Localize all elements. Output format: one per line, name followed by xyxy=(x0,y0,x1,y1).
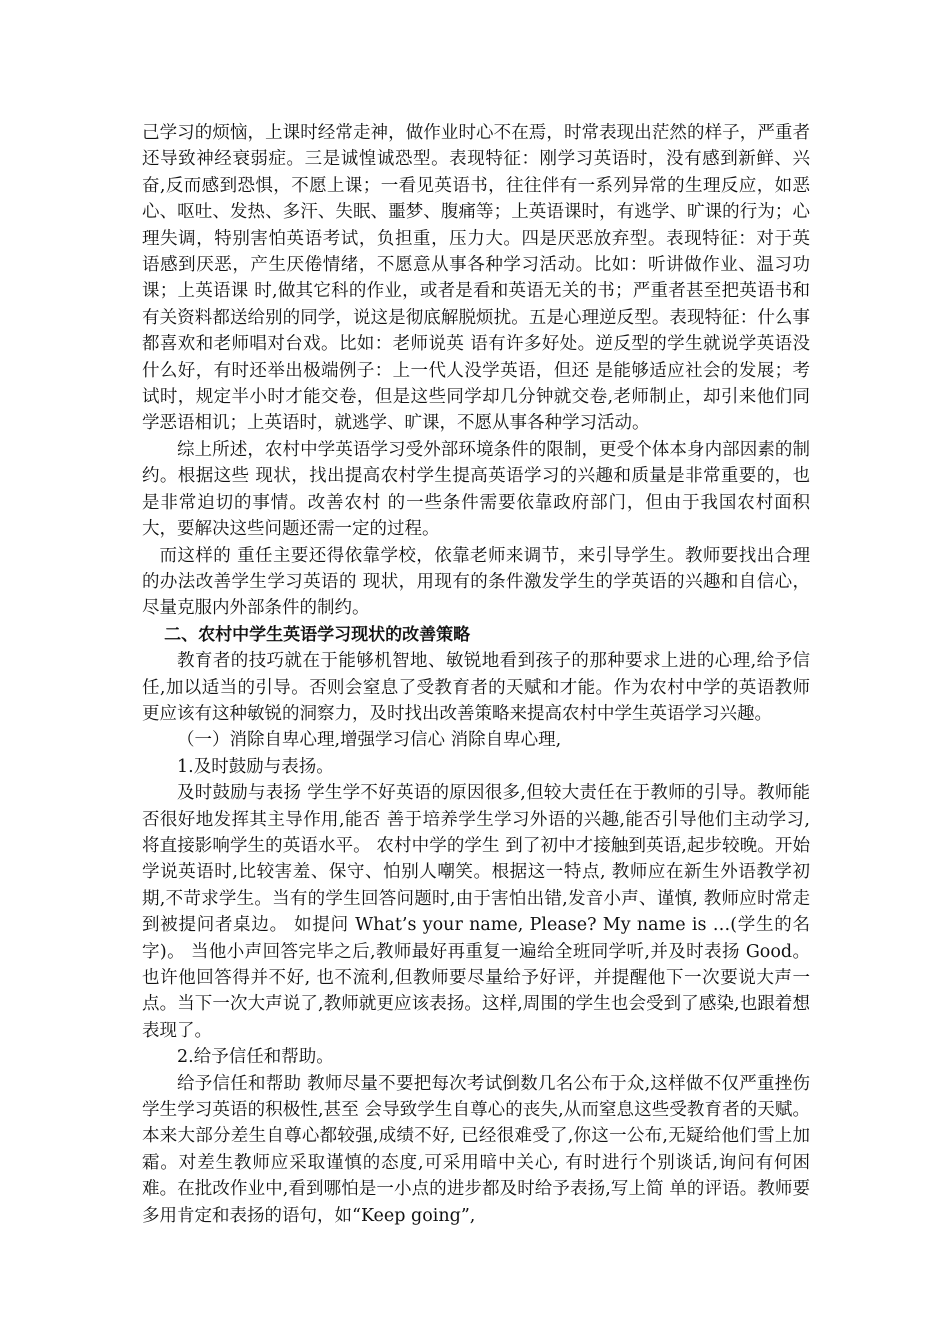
paragraph-school-responsibility: 而这样的 重任主要还得依靠学校，依靠老师来调节，来引导学生。教师要找出合理的办法改善学生学习英语的 现状，用现有的条件激发学生的学英语的兴趣和自信心，尽量克服内外部条件的制约。 xyxy=(142,545,810,619)
paragraph-summary: 综上所述，农村中学英语学习受外部环境条件的限制，更受个体本身内部因素的制约。根据这些 现状，找出提高农村学生提高英语学习的兴趣和质量是非常重要的，也是非常迫切的事情。改善农村 的一些条件需要依靠政府部门，但由于我国农村面积大，要解决这些问题还需一定的过程。 xyxy=(142,439,810,540)
section-heading-improvement-strategies: 二、农村中学生英语学习现状的改善策略 xyxy=(164,624,471,645)
item-heading-encourage-praise: 1.及时鼓励与表扬。 xyxy=(177,756,334,777)
paragraph-educator-skill: 教育者的技巧就在于能够机智地、敏锐地看到孩子的那种要求上进的心理,给予信任,加以适当的引导。否则会窒息了受教育者的天赋和才能。作为农村中学的英语教师更应该有这种敏锐的洞察力，及时找出改善策略来提高农村中学生英语学习兴趣。 xyxy=(142,651,810,724)
item-heading-trust-help: 2.给予信任和帮助。 xyxy=(177,1047,334,1068)
subsection-heading-remove-inferiority: （一）消除自卑心理,增强学习信心 消除自卑心理, xyxy=(177,730,562,751)
paragraph-encourage-praise: 及时鼓励与表扬 学生学不好英语的原因很多,但较大责任在于教师的引导。教师能否很好地发挥其主导作用,能否 善于培养学生学习外语的兴趣,能否引导他们主动学习,将直接影响学生的英语水平。 农村中学的学生 到了初中才接触到英语,起步较晚。开始学说英语时,比较害羞、保守、怕别人嘲笑。根据这一特点, 教师应在新生外语教学初期,不苛求学生。当有的学生回答问题时,由于害怕出错,发音小声、谨慎, 教师应时常走到被提问者桌边。 如提问 What’s your name, Please? My name is …(学生的名字)。 当他小声回答完毕之后,教师最好再重复一遍给全班同学听,并及时表扬 Good。也许他回答得并不好, 也不流利,但教师要尽量给予好评，并提醒他下一次要说大声一点。当下一次大声说了,教师就更应该表扬。这样,周围的学生也会受到了感染,也跟着想表现了。 xyxy=(142,783,810,1041)
paragraph-anxiety-types: 己学习的烦恼，上课时经常走神，做作业时心不在焉，时常表现出茫然的样子，严重者还导致神经衰弱症。三是诚惶诚恐型。表现特征：刚学习英语时，没有感到新鲜、兴奋,反而感到恐惧，不愿上课；一看见英语书，往往伴有一系列异常的生理反应，如恶心、呕吐、发热、多汗、失眠、噩梦、腹痛等；上英语课时，有逃学、旷课的行为；心理失调，特别害怕英语考试，负担重，压力大。四是厌恶放弃型。表现特征：对于英 语感到厌恶，产生厌倦情绪，不愿意从事各种学习活动。比如：听讲做作业、温习功课；上英语课 时,做其它科的作业，或者是看和英语无关的书；严重者甚至把英语书和有关资料都送给别的同学，说这是彻底解脱烦扰。五是心理逆反型。表现特征：什么事都喜欢和老师唱对台戏。比如：老师说英 语有许多好处。逆反型的学生就说学英语没什么好，有时还举出极端例子：上一代人没学英语，但还 是能够适应社会的发展；考试时，规定半小时才能交卷，但是这些同学却几分钟就交卷,老师制止，却引来他们同学恶语相讥；上英语时，就逃学、旷课，不愿从事各种学习活动。 xyxy=(142,123,810,434)
paragraph-trust-help: 给予信任和帮助 教师尽量不要把每次考试倒数几名公布于众,这样做不仅严重挫伤学生学习英语的积极性,甚至 会导致学生自尊心的丧失,从而窒息这些受教育者的天赋。本来大部分差生自尊心都较强,成绩不好, 已经很难受了,你这一公布,无疑给他们雪上加霜。对差生教师应采取谨慎的态度,可采用暗中关心, 有时进行个别谈话,询问有何困难。在批改作业中,看到哪怕是一小点的进步都及时给予表扬,写上简 单的评语。教师要多用肯定和表扬的语句，如“Keep going”, xyxy=(142,1073,810,1226)
document-page xyxy=(142,120,810,1229)
